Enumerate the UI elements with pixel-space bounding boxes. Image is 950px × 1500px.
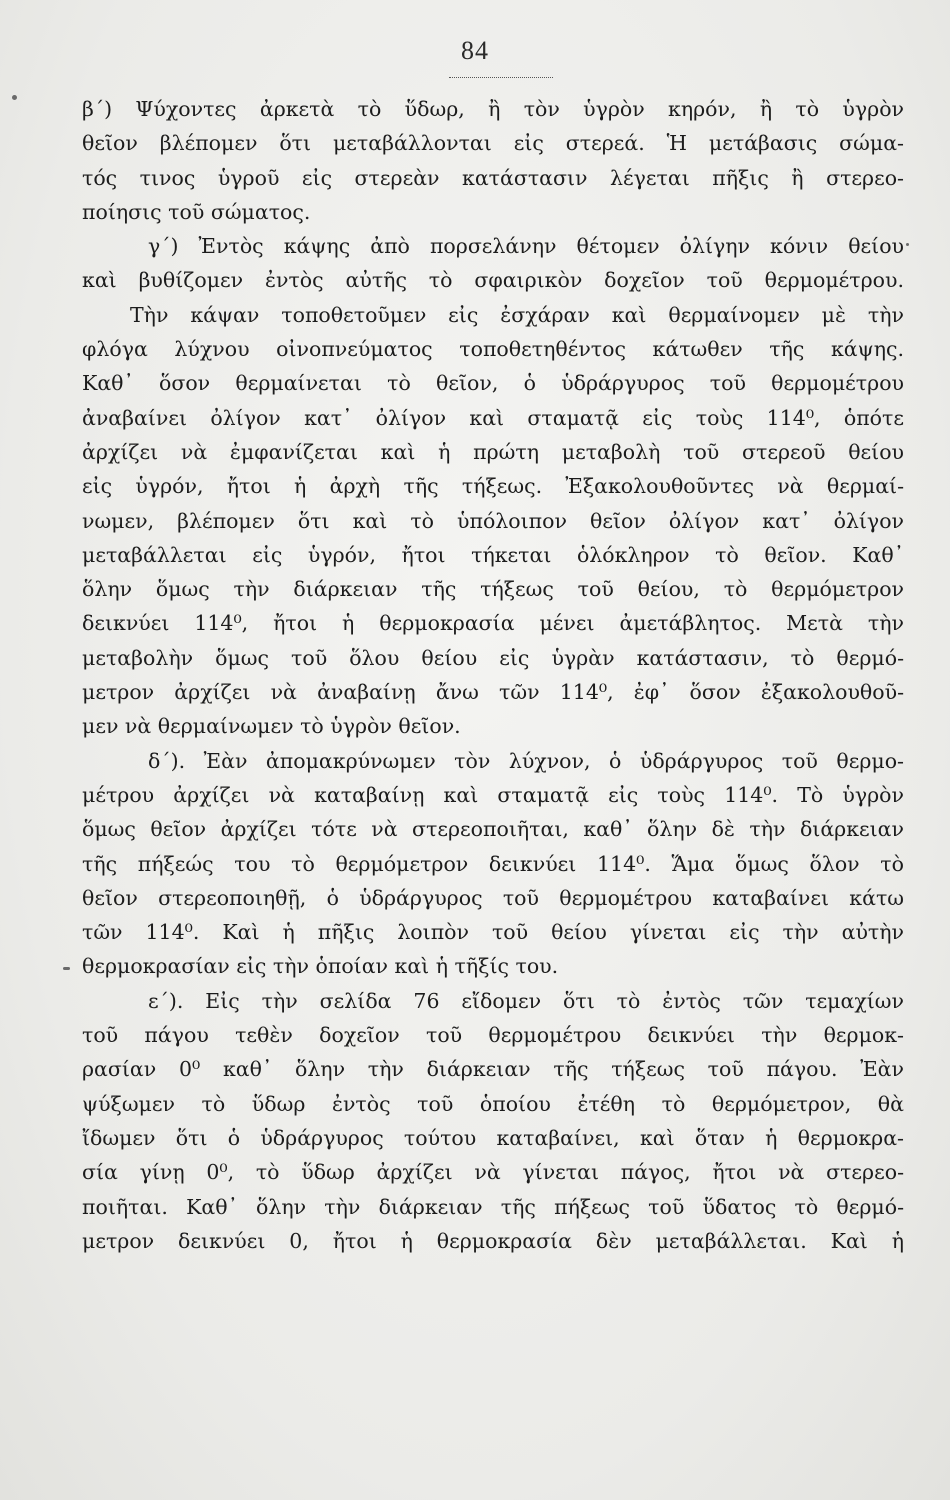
text-line: β΄) Ψύχοντες ἀρκετὰ τὸ ὕδωρ, ἢ τὸν ὑγρὸν κηρόν, ἢ τὸ ὑγρὸν xyxy=(82,97,904,121)
header-rule xyxy=(449,77,553,78)
text-line: σία γίνῃ 0⁰, τὸ ὕδωρ ἀρχίζει νὰ γίνεται πάγος, ἤτοι νὰ στερεο- xyxy=(82,1160,904,1185)
text-line: ἴδωμεν ὅτι ὁ ὑδράργυρος τούτου καταβαίνει, καὶ ὅταν ἡ θερμοκρα- xyxy=(82,1125,904,1150)
print-speck xyxy=(63,967,70,970)
text-line: θεῖον στερεοποιηθῇ, ὁ ὑδράργυρος τοῦ θερμομέτρου καταβαίνει κάτω xyxy=(82,885,904,910)
page-number: 84 xyxy=(461,36,489,65)
text-line: μεν νὰ θερμαίνωμεν τὸ ὑγρὸν θεῖον. xyxy=(82,714,461,739)
body-text xyxy=(82,92,904,1258)
text-line: Τὴν κάψαν τοποθετοῦμεν εἰς ἐσχάραν καὶ θερμαίνομεν μὲ τὴν xyxy=(130,302,904,327)
text-line: ἀναβαίνει ὀλίγον κατ᾽ ὀλίγον καὶ σταματᾷ εἰς τοὺς 114⁰, ὁπότε xyxy=(82,405,904,430)
text-line: θεῖον βλέπομεν ὅτι μεταβάλλονται εἰς στερεά. Ἡ μετάβασις σώμα- xyxy=(82,131,904,156)
text-line: φλόγα λύχνου οἰνοπνεύματος τοποθετηθέντος κάτωθεν τῆς κάψης. xyxy=(82,337,904,362)
text-line: ποιῆται. Καθ᾽ ὅλην τὴν διάρκειαν τῆς πήξεως τοῦ ὕδατος τὸ θερμό- xyxy=(82,1194,904,1219)
text-line: τός τινος ὑγροῦ εἰς στερεὰν κατάστασιν λέγεται πῆξις ἢ στερεο- xyxy=(82,165,904,190)
text-line: δεικνύει 114⁰, ἤτοι ἡ θερμοκρασία μένει ἀμετάβλητος. Μετὰ τὴν xyxy=(82,611,904,636)
text-line: μεταβάλλεται εἰς ὑγρόν, ἤτοι τήκεται ὁλόκληρον τὸ θεῖον. Καθ᾽ xyxy=(82,542,904,567)
text-line: Καθ᾽ ὅσον θερμαίνεται τὸ θεῖον, ὁ ὑδράργυρος τοῦ θερμομέτρου xyxy=(82,371,904,396)
text-line: ε΄). Εἰς τὴν σελίδα 76 εἴδομεν ὅτι τὸ ἐντὸς τῶν τεμαχίων xyxy=(148,988,904,1013)
text-line: ἀρχίζει νὰ ἐμφανίζεται καὶ ἡ πρώτη μεταβολὴ τοῦ στερεοῦ θείου xyxy=(82,439,904,464)
print-speck xyxy=(906,243,909,246)
text-line: εἰς ὑγρόν, ἤτοι ἡ ἀρχὴ τῆς τήξεως. Ἐξακολουθοῦντες νὰ θερμαί- xyxy=(82,474,904,499)
text-line: μεταβολὴν ὅμως τοῦ ὅλου θείου εἰς ὑγρὰν κατάστασιν, τὸ θερμό- xyxy=(82,645,904,670)
text-line: γ΄) Ἐντὸς κάψης ἀπὸ πορσελάνην θέτομεν ὀλίγην κόνιν θείου xyxy=(148,234,904,259)
text-line: τοῦ πάγου τεθὲν δοχεῖον τοῦ θερμομέτρου δεικνύει τὴν θερμοκ- xyxy=(82,1023,904,1048)
text-line: νωμεν, βλέπομεν ὅτι καὶ τὸ ὑπόλοιπον θεῖον ὀλίγον κατ᾽ ὀλίγον xyxy=(82,508,904,533)
text-line: ρασίαν 0⁰ καθ᾽ ὅλην τὴν διάρκειαν τῆς τήξεως τοῦ πάγου. Ἐὰν xyxy=(82,1057,904,1082)
text-line: ποίησις τοῦ σώματος. xyxy=(82,199,311,224)
text-line: θερμοκρασίαν εἰς τὴν ὁποίαν καὶ ἡ τῆξίς του. xyxy=(82,954,559,979)
print-speck xyxy=(12,95,17,100)
text-line: ψύξωμεν τὸ ὕδωρ ἐντὸς τοῦ ὁποίου ἐτέθη τὸ θερμόμετρον, θὰ xyxy=(82,1091,904,1116)
text-line: μέτρου ἀρχίζει νὰ καταβαίνῃ καὶ σταματᾷ εἰς τοὺς 114⁰. Τὸ ὑγρὸν xyxy=(82,782,904,807)
text-line: τῶν 114⁰. Καὶ ἡ πῆξις λοιπὸν τοῦ θείου γίνεται εἰς τὴν αὐτὴν xyxy=(82,920,904,945)
text-line: μετρον ἀρχίζει νὰ ἀναβαίνῃ ἄνω τῶν 114⁰, ἐφ᾽ ὅσον ἐξακολουθοῦ- xyxy=(82,680,904,705)
text-line: ὅμως θεῖον ἀρχίζει τότε νὰ στερεοποιῆται, καθ᾽ ὅλην δὲ τὴν διάρκειαν xyxy=(82,817,904,842)
text-line: ὅλην ὅμως τὴν διάρκειαν τῆς τήξεως τοῦ θείου, τὸ θερμόμετρον xyxy=(82,577,904,602)
text-line: καὶ βυθίζομεν ἐντὸς αὐτῆς τὸ σφαιρικὸν δοχεῖον τοῦ θερμομέτρου. xyxy=(82,268,904,293)
text-line: τῆς πήξεώς του τὸ θερμόμετρον δεικνύει 114⁰. Ἅμα ὅμως ὅλον τὸ xyxy=(82,851,904,876)
text-line: μετρον δεικνύει 0, ἤτοι ἡ θερμοκρασία δὲν μεταβάλλεται. Καὶ ἡ xyxy=(82,1228,904,1253)
text-line: δ΄). Ἐὰν ἀπομακρύνωμεν τὸν λύχνον, ὁ ὑδράργυρος τοῦ θερμο- xyxy=(148,748,904,773)
